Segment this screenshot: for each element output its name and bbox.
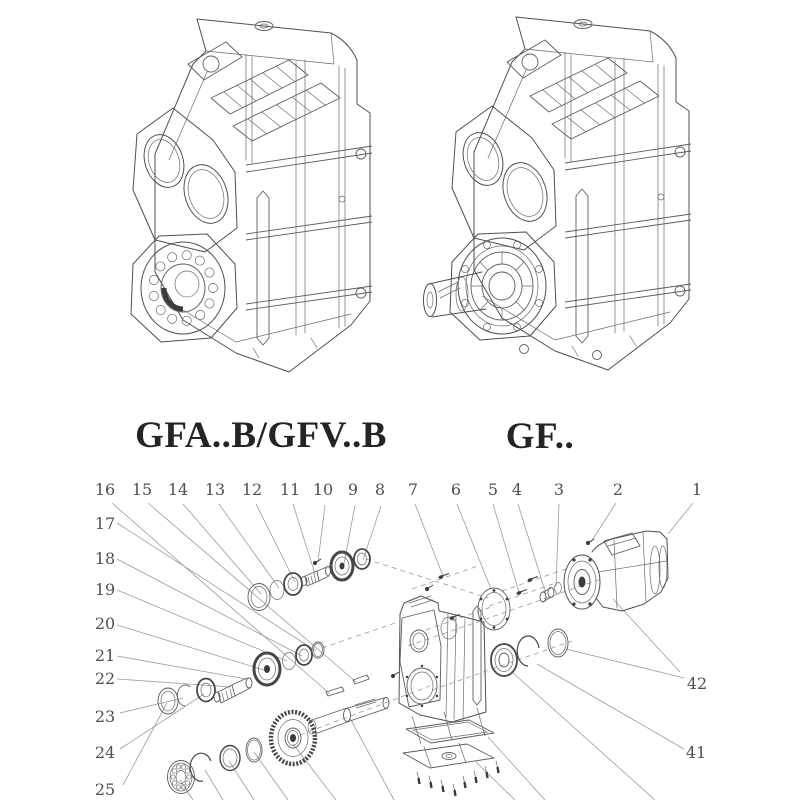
hollow-shaft-bearing-boss (131, 234, 237, 342)
part-number-13: 13 (204, 480, 226, 499)
part-number-20: 20 (94, 614, 116, 633)
part-number-21: 21 (94, 646, 116, 665)
motor (564, 531, 668, 611)
part-number-12: 12 (241, 480, 263, 499)
part-number-15: 15 (131, 480, 153, 499)
output-bearing-group (491, 629, 568, 676)
gearbox-housing (391, 585, 486, 722)
drawing-gf-unit (424, 17, 692, 370)
part-number-6: 6 (450, 480, 462, 499)
input-shaft-assembly (248, 549, 370, 611)
bottom-cover-assembly (403, 708, 499, 796)
part-number-8: 8 (374, 480, 386, 499)
part-number-41: 41 (685, 743, 707, 762)
part-number-42: 42 (686, 674, 708, 693)
part-number-23: 23 (94, 707, 116, 726)
part-number-16: 16 (94, 480, 116, 499)
part-number-7: 7 (407, 480, 419, 499)
part-number-4: 4 (511, 480, 523, 499)
exploded-view (95, 480, 707, 800)
part-number-19: 19 (94, 580, 116, 599)
model-label-left: GFA..B/GFV..B (135, 415, 387, 456)
part-number-2: 2 (612, 480, 624, 499)
part-number-10: 10 (312, 480, 334, 499)
part-number-14: 14 (167, 480, 189, 499)
drawing-gfa-gfv-unit (131, 19, 372, 372)
model-label-right: GF.. (505, 416, 575, 457)
output-shaft (308, 698, 389, 735)
part-number-24: 24 (94, 743, 116, 762)
part-number-9: 9 (347, 480, 359, 499)
output-shaft-assembly (168, 675, 390, 794)
part-number-5: 5 (487, 480, 499, 499)
part-number-3: 3 (553, 480, 565, 499)
leader-lines (112, 503, 693, 800)
part-number-25: 25 (94, 780, 116, 799)
part-number-22: 22 (94, 669, 116, 688)
solid-output-shaft-boss (424, 232, 602, 360)
part-number-18: 18 (94, 549, 116, 568)
flange-side-parts (438, 574, 562, 631)
output-shaft (424, 272, 487, 317)
cover-bolts (417, 761, 499, 796)
part-number-11: 11 (279, 480, 301, 499)
part-number-17: 17 (94, 514, 116, 533)
part-number-1: 1 (691, 480, 703, 499)
output-gear (271, 712, 315, 764)
